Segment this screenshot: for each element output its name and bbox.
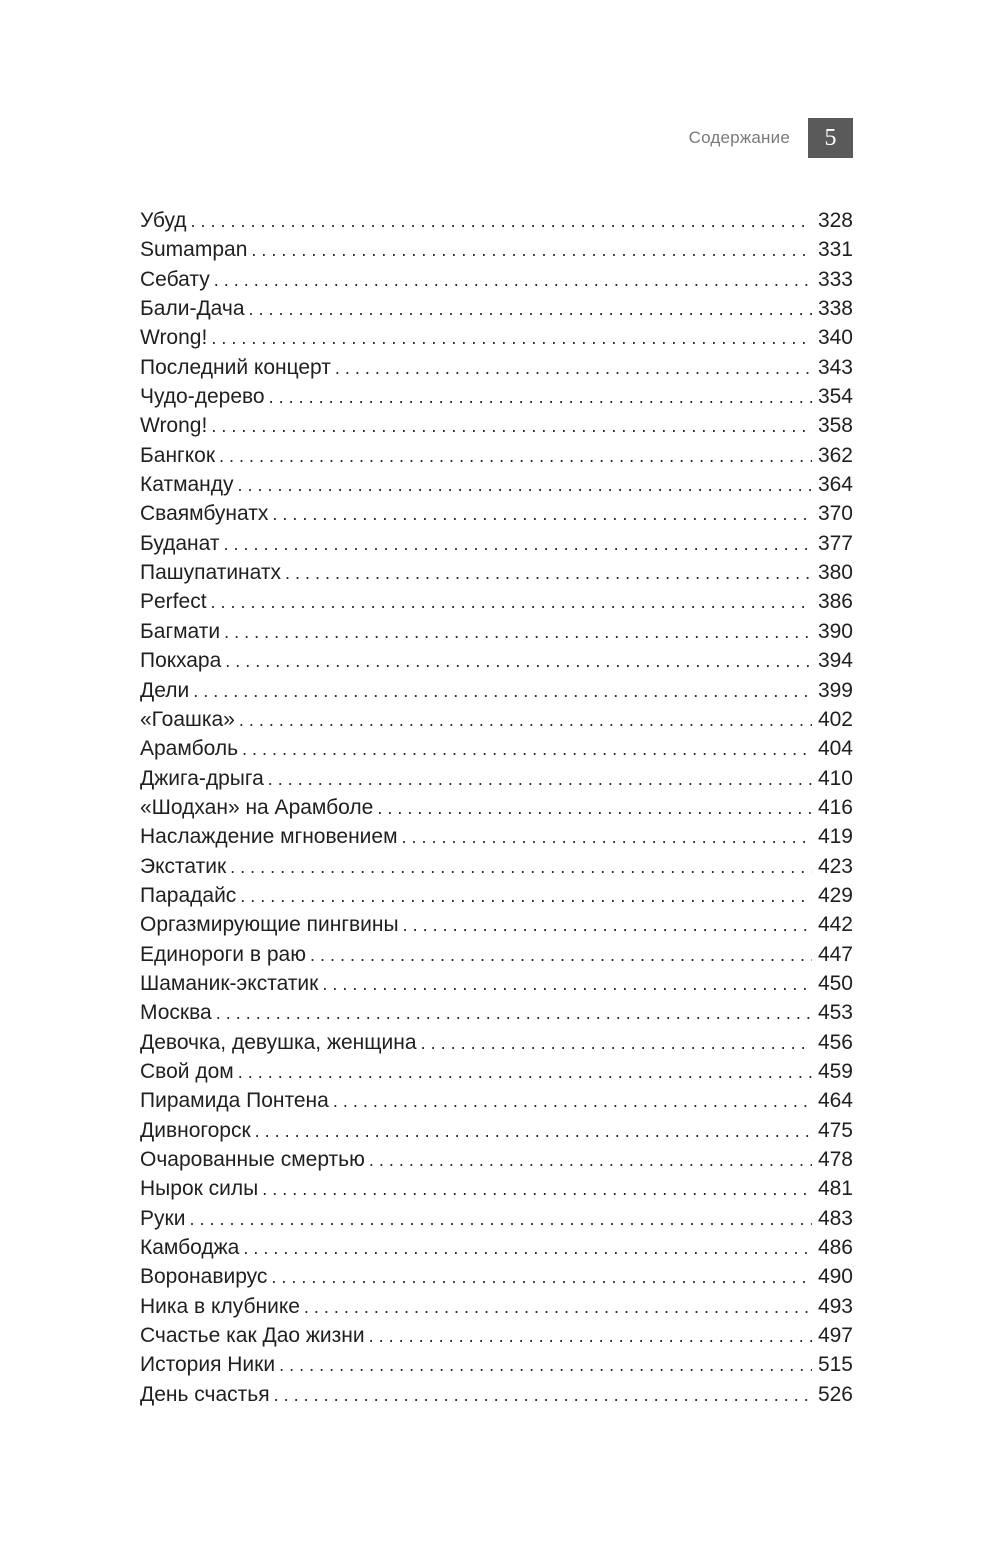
toc-entry-title: Девочка, девушка, женщина — [140, 1030, 417, 1054]
toc-entry-title: Чудо-дерево — [140, 385, 265, 409]
toc-entry-title: Джига-дрыга — [140, 766, 264, 790]
dot-leader — [242, 735, 812, 764]
dot-leader — [211, 412, 812, 441]
toc-entry[interactable] — [140, 294, 853, 323]
toc-entry-page: 416 — [817, 795, 853, 819]
toc-entry-page: 493 — [817, 1294, 853, 1318]
toc-entry-title: Сваямбунатх — [140, 502, 269, 526]
toc-entry[interactable] — [140, 852, 853, 881]
toc-entry-page: 515 — [817, 1353, 853, 1377]
toc-entry-page: 362 — [817, 443, 853, 467]
page-number: 5 — [824, 124, 837, 151]
toc-entry-title: Убуд — [140, 209, 187, 232]
dot-leader — [216, 999, 812, 1028]
dot-leader — [271, 1263, 812, 1292]
toc-entry-title: Арамболь — [140, 737, 239, 761]
toc-entry-page: 386 — [817, 590, 853, 614]
dot-leader — [230, 853, 812, 882]
toc-entry-page: 486 — [817, 1236, 853, 1260]
toc-entry-title: Пирамида Понтена — [140, 1089, 329, 1113]
toc-entry[interactable] — [140, 1028, 853, 1057]
toc-entry-page: 453 — [817, 1001, 853, 1025]
toc-entry-page: 478 — [817, 1148, 853, 1171]
toc-entry-page: 402 — [817, 707, 853, 731]
toc-entry-page: 475 — [817, 1118, 853, 1142]
table-of-contents — [140, 206, 853, 1409]
toc-entry-title: День счастья — [140, 1382, 270, 1406]
toc-entry-title: Покхара — [140, 649, 222, 673]
toc-entry[interactable] — [140, 822, 853, 851]
toc-entry[interactable] — [140, 441, 853, 470]
toc-entry[interactable] — [140, 587, 853, 616]
toc-entry[interactable] — [140, 411, 853, 440]
dot-leader — [304, 1293, 812, 1322]
dot-leader — [225, 647, 812, 676]
toc-entry-title: Бангкок — [140, 443, 216, 467]
dot-leader — [219, 442, 812, 471]
toc-entry-page: 497 — [817, 1324, 853, 1348]
page-number-badge — [808, 118, 853, 158]
toc-entry-page: 490 — [817, 1265, 853, 1289]
toc-entry-title: Единороги в раю — [140, 942, 306, 966]
section-title: Содержание — [688, 128, 790, 147]
toc-entry-page: 399 — [817, 678, 853, 702]
dot-leader — [377, 794, 812, 823]
toc-entry[interactable] — [140, 881, 853, 910]
toc-entry[interactable] — [140, 382, 853, 411]
toc-entry-page: 442 — [817, 913, 853, 937]
toc-entry-page: 338 — [817, 297, 853, 321]
toc-entry-title: Свой дом — [140, 1059, 234, 1083]
toc-entry[interactable] — [140, 1350, 853, 1379]
toc-entry[interactable] — [140, 206, 853, 235]
toc-entry-page: 450 — [817, 971, 853, 995]
toc-entry-page: 358 — [817, 414, 853, 438]
toc-entry-page: 343 — [817, 355, 853, 379]
toc-entry-page: 481 — [817, 1177, 853, 1201]
toc-entry-title: Ника в клубнике — [140, 1294, 300, 1318]
toc-entry-title: Парадайс — [140, 883, 237, 907]
toc-entry-page: 340 — [817, 326, 853, 350]
toc-entry-page: 328 — [817, 209, 853, 232]
toc-entry[interactable] — [140, 969, 853, 998]
dot-leader — [322, 970, 812, 999]
dot-leader — [369, 1322, 812, 1351]
toc-entry-page: 333 — [817, 267, 853, 291]
dot-leader — [240, 882, 812, 911]
toc-entry-page: 354 — [817, 385, 853, 409]
dot-leader — [224, 530, 812, 559]
toc-entry-page: 464 — [817, 1089, 853, 1113]
toc-entry-title: Пашупатинатх — [140, 561, 281, 585]
toc-entry-title: Катманду — [140, 473, 234, 497]
toc-entry[interactable] — [140, 1233, 853, 1262]
toc-entry[interactable] — [140, 1321, 853, 1350]
toc-entry[interactable] — [140, 617, 853, 646]
toc-entry-page: 423 — [817, 854, 853, 878]
toc-entry-page: 459 — [817, 1059, 853, 1083]
toc-entry-title: «Шодхан» на Арамболе — [140, 795, 374, 819]
toc-entry-title: Wrong! — [140, 326, 208, 350]
toc-entry-page: 483 — [817, 1206, 853, 1230]
toc-entry[interactable] — [140, 940, 853, 969]
toc-entry-title: «Гоашка» — [140, 707, 235, 731]
toc-entry-page: 419 — [817, 825, 853, 849]
toc-entry[interactable] — [140, 353, 853, 382]
toc-entry-title: Шаманик-экстатик — [140, 971, 319, 995]
dot-leader — [211, 324, 812, 353]
dot-leader — [274, 1381, 812, 1410]
dot-leader — [369, 1146, 812, 1175]
dot-leader — [238, 471, 812, 500]
toc-entry[interactable] — [140, 1174, 853, 1203]
dot-leader — [251, 236, 812, 265]
dot-leader — [285, 559, 812, 588]
toc-entry[interactable] — [140, 734, 853, 763]
toc-entry-title: Наслаждение мгновением — [140, 825, 398, 849]
toc-entry-title: Дивногорск — [140, 1118, 251, 1142]
toc-entry[interactable] — [140, 529, 853, 558]
toc-entry-page: 410 — [817, 766, 853, 790]
dot-leader — [279, 1351, 812, 1380]
toc-entry-title: Себату — [140, 267, 210, 291]
toc-entry[interactable] — [140, 705, 853, 734]
dot-leader — [243, 1234, 812, 1263]
toc-entry[interactable] — [140, 1057, 853, 1086]
toc-entry[interactable] — [140, 1380, 853, 1409]
dot-leader — [403, 911, 812, 940]
toc-entry[interactable] — [140, 470, 853, 499]
toc-entry-title: Счастье как Дао жизни — [140, 1324, 365, 1348]
toc-entry-title: Sumampan — [140, 238, 248, 262]
toc-entry-title: Perfect — [140, 590, 207, 614]
dot-leader — [255, 1117, 812, 1146]
toc-entry-title: Воронавирус — [140, 1265, 268, 1289]
dot-leader — [224, 618, 812, 647]
dot-leader — [249, 295, 812, 324]
toc-entry[interactable] — [140, 1086, 853, 1115]
toc-entry-title: Оргазмирующие пингвины — [140, 913, 399, 937]
toc-entry[interactable] — [140, 499, 853, 528]
toc-entry-page: 394 — [817, 649, 853, 673]
toc-entry[interactable] — [140, 1292, 853, 1321]
toc-entry-page: 331 — [817, 238, 853, 262]
toc-entry-title: Дели — [140, 678, 190, 702]
dot-leader — [402, 823, 812, 852]
dot-leader — [421, 1029, 812, 1058]
dot-leader — [238, 1058, 812, 1087]
toc-entry-title: Wrong! — [140, 414, 208, 438]
dot-leader — [211, 588, 812, 617]
toc-entry[interactable] — [140, 1145, 853, 1174]
toc-entry-page: 429 — [817, 883, 853, 907]
toc-entry-title: Экстатик — [140, 854, 227, 878]
dot-leader — [214, 266, 812, 295]
toc-entry[interactable] — [140, 646, 853, 675]
toc-entry-title: Очарованные смертью — [140, 1148, 365, 1171]
toc-entry-title: Багмати — [140, 619, 221, 643]
dot-leader — [269, 383, 812, 412]
toc-entry[interactable] — [140, 235, 853, 264]
dot-leader — [239, 706, 812, 735]
toc-entry-page: 380 — [817, 561, 853, 585]
toc-entry-title: Нырок силы — [140, 1177, 259, 1201]
toc-entry[interactable] — [140, 910, 853, 939]
toc-entry[interactable] — [140, 265, 853, 294]
toc-entry-title: Руки — [140, 1206, 186, 1230]
toc-entry-title: Москва — [140, 1001, 212, 1025]
toc-entry[interactable] — [140, 676, 853, 705]
toc-entry[interactable] — [140, 558, 853, 587]
toc-entry-page: 456 — [817, 1030, 853, 1054]
toc-entry-title: Бали-Дача — [140, 297, 245, 321]
toc-entry-page: 447 — [817, 942, 853, 966]
dot-leader — [272, 500, 812, 529]
dot-leader — [189, 1205, 812, 1234]
toc-entry-page: 390 — [817, 619, 853, 643]
toc-entry[interactable] — [140, 1116, 853, 1145]
toc-entry-title: Последний концерт — [140, 355, 331, 379]
dot-leader — [193, 677, 812, 706]
toc-entry-title: Камбоджа — [140, 1236, 240, 1260]
toc-entry-page: 377 — [817, 531, 853, 555]
toc-entry-page: 404 — [817, 737, 853, 761]
toc-entry[interactable] — [140, 323, 853, 352]
toc-entry[interactable] — [140, 1204, 853, 1233]
dot-leader — [262, 1175, 812, 1204]
dot-leader — [333, 1087, 812, 1116]
running-header — [689, 118, 853, 158]
toc-entry-title: История Ники — [140, 1353, 276, 1377]
toc-entry-title: Буданат — [140, 531, 220, 555]
toc-entry[interactable] — [140, 1262, 853, 1291]
toc-entry[interactable] — [140, 764, 853, 793]
toc-entry-page: 526 — [817, 1382, 853, 1406]
toc-entry[interactable] — [140, 998, 853, 1027]
dot-leader — [310, 941, 812, 970]
dot-leader — [268, 765, 812, 794]
toc-entry-page: 370 — [817, 502, 853, 526]
toc-entry[interactable] — [140, 793, 853, 822]
toc-entry-page: 364 — [817, 473, 853, 497]
dot-leader — [335, 354, 812, 383]
dot-leader — [191, 207, 812, 236]
